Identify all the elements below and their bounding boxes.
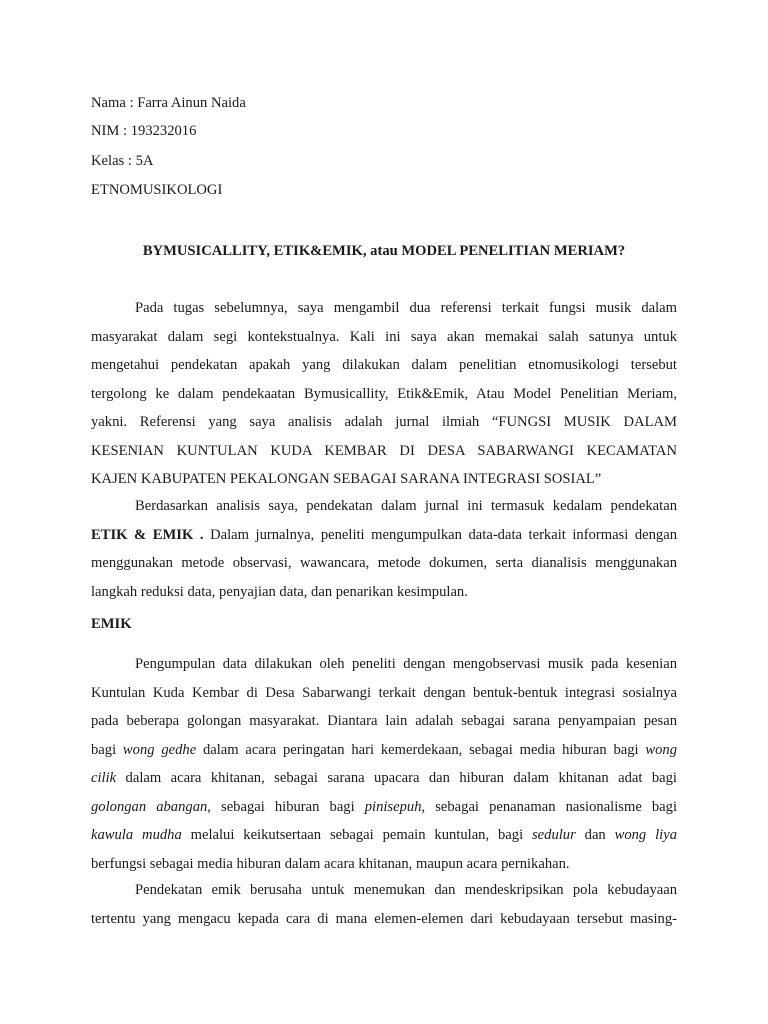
student-name: Nama : Farra Ainun Naida (91, 95, 246, 111)
etik-emik-bold: ETIK & EMIK . (91, 526, 204, 543)
text-run: dalam acara peringatan hari kemerdekaan, sebagai media hiburan bagi (196, 741, 646, 758)
italic-term: kawula mudha (91, 827, 182, 843)
paragraph-line: KAJEN KABUPATEN PEKALONGAN SEBAGAI SARANA INTEGRASI SOSIAL” (91, 471, 602, 487)
paragraph-2 (91, 492, 677, 606)
paragraph-line (91, 821, 677, 850)
student-class: Kelas : 5A (91, 153, 154, 169)
text-run: dan (575, 827, 615, 843)
text-run: melalui keikutsertaan sebagai pemain kuntulan, bagi (181, 827, 532, 843)
paragraph-line (91, 793, 677, 822)
paragraph-line: Berdasarkan analisis saya, pendekatan dalam jurnal ini termasuk kedalam pendekatan (135, 498, 677, 514)
paragraph-line: langkah reduksi data, penyajian data, dan penarikan kesimpulan. (91, 583, 468, 600)
paragraph-line: masyarakat dalam segi kontekstualnya. Kali ini saya akan memakai salah satunya untuk (91, 328, 677, 345)
student-nim: NIM : 193232016 (91, 123, 197, 139)
text-run: dalam acara khitanan, sebagai sarana upacara dan hiburan dalam khitanan adat bagi (116, 770, 677, 786)
document-title: BYMUSICALLITY, ETIK&EMIK, atau MODEL PENELITIAN MERIAM? (142, 243, 626, 259)
paragraph-line (91, 764, 677, 793)
italic-term: golongan abangan (91, 798, 208, 815)
italic-term: cilik (91, 770, 117, 786)
paragraph-3 (91, 650, 677, 878)
paragraph-line: Pengumpulan data dilakukan oleh peneliti dengan mengobservasi musik pada kesenian (135, 656, 677, 672)
paragraph-line: berfungsi sebagai media hiburan dalam acara khitanan, maupun acara pernikahan. (91, 855, 570, 872)
paragraph-line: KESENIAN KUNTULAN KUDA KEMBAR DI DESA SABARWANGI KECAMATAN (91, 442, 677, 459)
paragraph-line: pada beberapa golongan masyarakat. Diantara lain adalah sebagai sarana penyampaian pesan (91, 713, 677, 729)
italic-term: sedulur (532, 827, 576, 843)
paragraph-1 (91, 294, 677, 494)
paragraph-line: tergolong ke dalam pendekaatan Bymusicallity, Etik&Emik, Atau Model Penelitian Meriam, (91, 385, 677, 402)
paragraph-line: Pendekatan emik berusaha untuk menemukan dan mendeskripsikan pola kebudayaan (135, 882, 677, 898)
text-run: Dalam jurnalnya, peneliti mengumpulkan data-data terkait informasi dengan (203, 526, 677, 543)
italic-term: pinisepuh (364, 798, 422, 815)
text-run: , sebagai penanaman nasionalisme bagi (421, 798, 677, 815)
italic-term: wong gedhe (122, 741, 197, 758)
paragraph-line: tertentu yang mengacu kepada cara di mana elemen-elemen dari kebudayaan tersebut masing- (91, 910, 677, 927)
paragraph-line: menggunakan metode observasi, wawancara, metode dokumen, serta dianalisis menggunakan (91, 555, 677, 571)
paragraph-line: mengetahui pendekatan apakah yang dilakukan dalam penelitian etnomusikologi tersebut (91, 357, 677, 373)
course-name: ETNOMUSIKOLOGI (91, 182, 223, 198)
text-run: , sebagai hiburan bagi (207, 798, 365, 815)
paragraph-line: yakni. Referensi yang saya analisis adalah jurnal ilmiah “FUNGSI MUSIK DALAM (91, 414, 677, 430)
italic-term: wong (645, 741, 677, 758)
paragraph-4 (91, 876, 677, 933)
paragraph-line (91, 736, 677, 765)
paragraph-line: Pada tugas sebelumnya, saya mengambil dua referensi terkait fungsi musik dalam (135, 300, 677, 316)
paragraph-line: Kuntulan Kuda Kembar di Desa Sabarwangi terkait dengan bentuk-bentuk integrasi sosialnya (91, 684, 677, 701)
section-heading-emik: EMIK (91, 616, 132, 632)
italic-term: wong liya (614, 827, 677, 843)
text-run: bagi (91, 741, 123, 758)
paragraph-line (91, 521, 677, 550)
